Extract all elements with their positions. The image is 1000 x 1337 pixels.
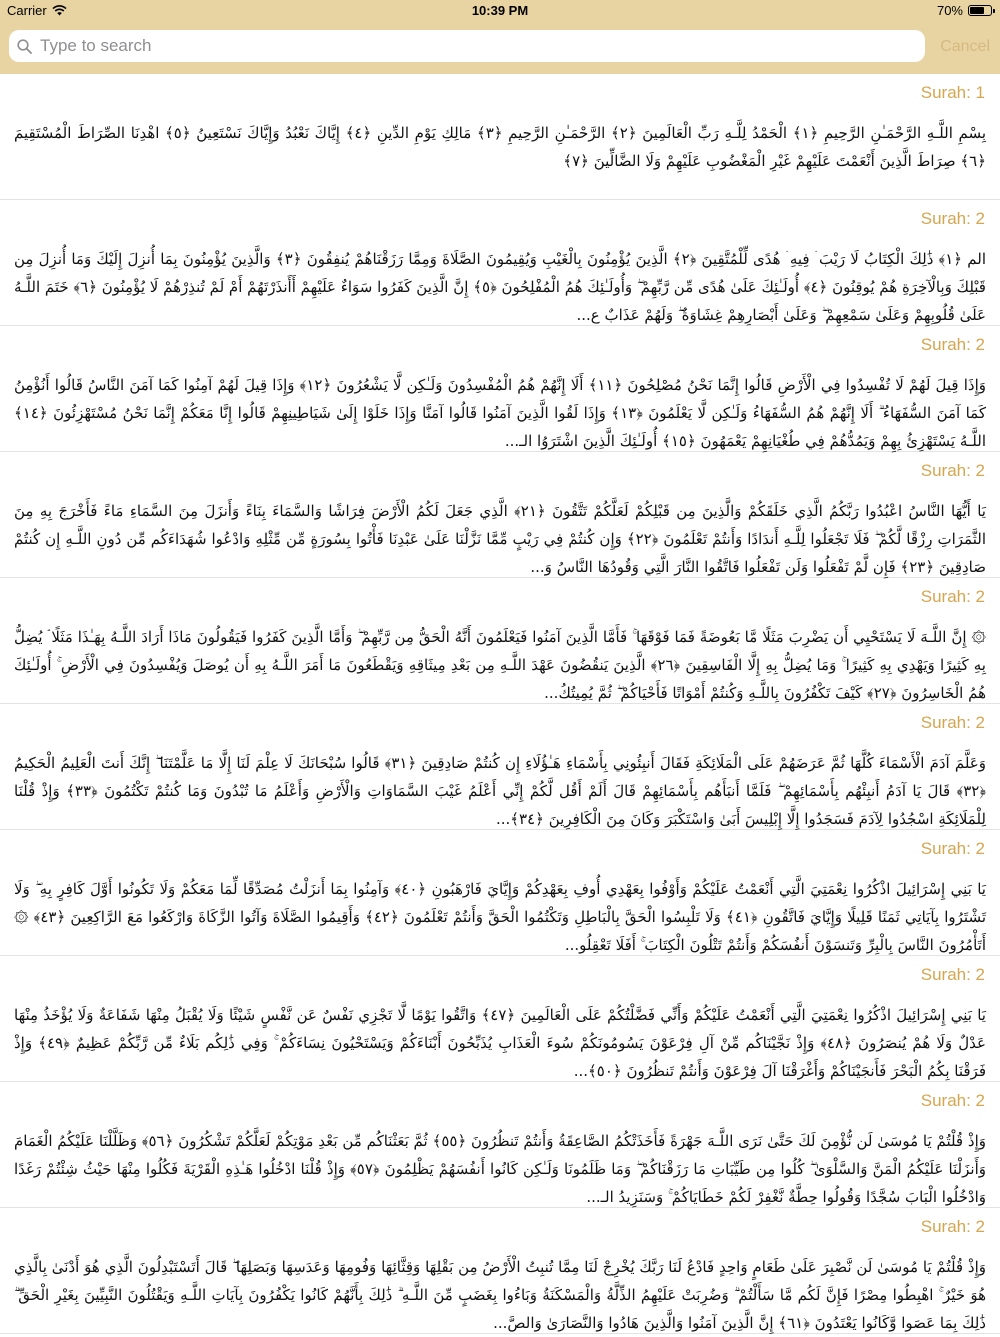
verse-text: ۞ إِنَّ اللَّـهَ لَا يَسْتَحْيِي أَن يَضْرِبَ مَثَلًا مَّا بَعُوضَةً فَمَا فَوْقَهَا ۚ فَأَمَّا الَّذِينَ آمَنُوا فَيَعْلَمُونَ أَنَّهُ الْحَقُّ مِن رَّبِّهِمْ ۖ وَأَمَّا الَّذِينَ كَفَرُوا فَيَقُولُونَ مَاذَا أَرَادَ اللَّـهُ بِهَـٰذَا مَثَلًا ۘ يُضِلُّ بِهِ كَثِيرًا وَيَهْدِي بِهِ كَثِيرًا ۚ وَمَا يُضِلُّ بِهِ إِلَّا الْفَاسِقِينَ ﴿٢٦﴾ الَّذِينَ يَنقُضُونَ عَهْدَ اللَّـهِ مِن بَعْدِ مِيثَاقِهِ وَيَقْطَعُونَ مَا أَمَرَ اللَّـهُ بِهِ أَن يُوصَلَ وَيُفْسِدُونَ فِي الْأَرْضِ ۚ أُولَـٰئِكَ هُمُ الْخَاسِرُونَ ﴿٢٧﴾ كَيْفَ تَكْفُرُونَ بِاللَّـهِ وَكُنتُمْ أَمْوَاتًا فَأَحْيَاكُمْ ۖ ثُمَّ يُمِيتُكُ... [14, 628, 986, 702]
verse-text: بِسْمِ اللَّـهِ الرَّحْمَـٰنِ الرَّحِيمِ ﴿١﴾ الْحَمْدُ لِلَّـهِ رَبِّ الْعَالَمِينَ ﴿٢﴾ الرَّحْمَـٰنِ الرَّحِيمِ ﴿٣﴾ مَالِكِ يَوْمِ الدِّينِ ﴿٤﴾ إِيَّاكَ نَعْبُدُ وَإِيَّاكَ نَسْتَعِينُ ﴿٥﴾ اهْدِنَا الصِّرَاطَ الْمُسْتَقِيمَ ﴿٦﴾ صِرَاطَ الَّذِينَ أَنْعَمْتَ عَلَيْهِمْ غَيْرِ الْمَغْضُوبِ عَلَيْهِمْ وَلَا الضَّالِّينَ ﴿٧﴾ [14, 124, 987, 170]
verse-text: يَا بَنِي إِسْرَائِيلَ اذْكُرُوا نِعْمَتِيَ الَّتِي أَنْعَمْتُ عَلَيْكُمْ وَأَوْفُوا بِعَهْدِي أُوفِ بِعَهْدِكُمْ وَإِيَّايَ فَارْهَبُونِ ﴿٤٠﴾ وَآمِنُوا بِمَا أَنزَلْتُ مُصَدِّقًا لِّمَا مَعَكُمْ وَلَا تَكُونُوا أَوَّلَ كَافِرٍ بِهِ ۖ وَلَا تَشْتَرُوا بِآيَاتِي ثَمَنًا قَلِيلًا وَإِيَّايَ فَاتَّقُونِ ﴿٤١﴾ وَلَا تَلْبِسُوا الْحَقَّ بِالْبَاطِلِ وَتَكْتُمُوا الْحَقَّ وَأَنتُمْ تَعْلَمُونَ ﴿٤٢﴾ وَأَقِيمُوا الصَّلَاةَ وَآتُوا الزَّكَاةَ وَارْكَعُوا مَعَ الرَّاكِعِينَ ﴿٤٣﴾ ۞ أَتَأْمُرُونَ النَّاسَ بِالْبِرِّ وَتَنسَوْنَ أَنفُسَكُمْ وَأَنتُمْ تَتْلُونَ الْكِتَابَ ۚ أَفَلَا تَعْقِلُو... [14, 880, 986, 954]
verse-text: وَإِذْ قُلْتُمْ يَا مُوسَىٰ لَن نَّصْبِرَ عَلَىٰ طَعَامٍ وَاحِدٍ فَادْعُ لَنَا رَبَّكَ يُخْرِجْ لَنَا مِمَّا تُنبِتُ الْأَرْضُ مِن بَقْلِهَا وَقِثَّائِهَا وَفُومِهَا وَعَدَسِهَا وَبَصَلِهَا ۖ قَالَ أَتَسْتَبْدِلُونَ الَّذِي هُوَ أَدْنَىٰ بِالَّذِي هُوَ خَيْرٌ ۚ اهْبِطُوا مِصْرًا فَإِنَّ لَكُم مَّا سَأَلْتُمْ ۗ وَضُرِبَتْ عَلَيْهِمُ الذِّلَّةُ وَالْمَسْكَنَةُ وَبَاءُوا بِغَضَبٍ مِّنَ اللَّـهِ ۗ ذَٰلِكَ بِأَنَّهُمْ كَانُوا يَكْفُرُونَ بِآيَاتِ اللَّـهِ وَيَقْتُلُونَ النَّبِيِّينَ بِغَيْرِ الْحَقِّ ۗ ذَٰلِكَ بِمَا عَصَوا وَّكَانُوا يَعْتَدُونَ ﴿٦١﴾ إِنَّ الَّذِينَ آمَنُوا وَالَّذِينَ هَادُوا وَالنَّصَارَىٰ وَالصَّ... [14, 1258, 986, 1332]
status-right [937, 3, 992, 18]
verse-text: وَعَلَّمَ آدَمَ الْأَسْمَاءَ كُلَّهَا ثُمَّ عَرَضَهُمْ عَلَى الْمَلَائِكَةِ فَقَالَ أَنبِئُونِي بِأَسْمَاءِ هَـٰؤُلَاءِ إِن كُنتُمْ صَادِقِينَ ﴿٣١﴾ قَالُوا سُبْحَانَكَ لَا عِلْمَ لَنَا إِلَّا مَا عَلَّمْتَنَا ۖ إِنَّكَ أَنتَ الْعَلِيمُ الْحَكِيمُ ﴿٣٢﴾ قَالَ يَا آدَمُ أَنبِئْهُم بِأَسْمَائِهِمْ ۖ فَلَمَّا أَنبَأَهُم بِأَسْمَائِهِمْ قَالَ أَلَمْ أَقُل لَّكُمْ إِنِّي أَعْلَمُ غَيْبَ السَّمَاوَاتِ وَالْأَرْضِ وَأَعْلَمُ مَا تُبْدُونَ وَمَا كُنتُمْ تَكْتُمُونَ ﴿٣٣﴾ وَإِذْ قُلْنَا لِلْمَلَائِكَةِ اسْجُدُوا لِآدَمَ فَسَجَدُوا إِلَّا إِبْلِيسَ أَبَىٰ وَاسْتَكْبَرَ وَكَانَ مِنَ الْكَافِرِينَ ﴿٣٤﴾... [14, 754, 986, 828]
search-field[interactable] [9, 30, 925, 62]
status-bar [0, 0, 1000, 22]
battery-fill [970, 7, 984, 14]
result-row[interactable] [0, 830, 1000, 956]
result-row[interactable] [0, 200, 1000, 326]
cancel-button[interactable]: Cancel [940, 38, 990, 55]
surah-label: Surah: 2 [920, 335, 985, 354]
status-time: 10:39 PM [471, 3, 529, 18]
surah-label: Surah: 1 [920, 83, 985, 102]
verse-text: وَإِذْ قُلْتُمْ يَا مُوسَىٰ لَن نُّؤْمِنَ لَكَ حَتَّىٰ نَرَى اللَّـهَ جَهْرَةً فَأَخَذَتْكُمُ الصَّاعِقَةُ وَأَنتُمْ تَنظُرُونَ ﴿٥٥﴾ ثُمَّ بَعَثْنَاكُم مِّن بَعْدِ مَوْتِكُمْ لَعَلَّكُمْ تَشْكُرُونَ ﴿٥٦﴾ وَظَلَّلْنَا عَلَيْكُمُ الْغَمَامَ وَأَنزَلْنَا عَلَيْكُمُ الْمَنَّ وَالسَّلْوَىٰ ۖ كُلُوا مِن طَيِّبَاتِ مَا رَزَقْنَاكُمْ ۖ وَمَا ظَلَمُونَا وَلَـٰكِن كَانُوا أَنفُسَهُمْ يَظْلِمُونَ ﴿٥٧﴾ وَإِذْ قُلْنَا ادْخُلُوا هَـٰذِهِ الْقَرْيَةَ فَكُلُوا مِنْهَا حَيْثُ شِئْتُمْ رَغَدًا وَادْخُلُوا الْبَابَ سُجَّدًا وَقُولُوا حِطَّةٌ نَّغْفِرْ لَكُمْ خَطَايَاكُمْ ۚ وَسَنَزِيدُ الـ... [14, 1132, 986, 1206]
result-row[interactable] [0, 578, 1000, 704]
result-row[interactable] [0, 1082, 1000, 1208]
surah-label: Surah: 2 [920, 587, 985, 606]
result-row[interactable] [0, 452, 1000, 578]
result-row[interactable] [0, 326, 1000, 452]
verse-text: وَإِذَا قِيلَ لَهُمْ لَا تُفْسِدُوا فِي الْأَرْضِ قَالُوا إِنَّمَا نَحْنُ مُصْلِحُونَ ﴿١١﴾ أَلَا إِنَّهُمْ هُمُ الْمُفْسِدُونَ وَلَـٰكِن لَّا يَشْعُرُونَ ﴿١٢﴾ وَإِذَا قِيلَ لَهُمْ آمِنُوا كَمَا آمَنَ النَّاسُ قَالُوا أَنُؤْمِنُ كَمَا آمَنَ السُّفَهَاءُ ۗ أَلَا إِنَّهُمْ هُمُ السُّفَهَاءُ وَلَـٰكِن لَّا يَعْلَمُونَ ﴿١٣﴾ وَإِذَا لَقُوا الَّذِينَ آمَنُوا قَالُوا آمَنَّا وَإِذَا خَلَوْا إِلَىٰ شَيَاطِينِهِمْ قَالُوا إِنَّا مَعَكُمْ إِنَّمَا نَحْنُ مُسْتَهْزِئُونَ ﴿١٤﴾ اللَّـهُ يَسْتَهْزِئُ بِهِمْ وَيَمُدُّهُمْ فِي طُغْيَانِهِمْ يَعْمَهُونَ ﴿١٥﴾ أُولَـٰئِكَ الَّذِينَ اشْتَرَوُا الـ... [14, 376, 986, 450]
surah-label: Surah: 2 [920, 965, 985, 984]
verse-text: يَا بَنِي إِسْرَائِيلَ اذْكُرُوا نِعْمَتِيَ الَّتِي أَنْعَمْتُ عَلَيْكُمْ وَأَنِّي فَضَّلْتُكُمْ عَلَى الْعَالَمِينَ ﴿٤٧﴾ وَاتَّقُوا يَوْمًا لَّا تَجْزِي نَفْسٌ عَن نَّفْسٍ شَيْئًا وَلَا يُقْبَلُ مِنْهَا شَفَاعَةٌ وَلَا يُؤْخَذُ مِنْهَا عَدْلٌ وَلَا هُمْ يُنصَرُونَ ﴿٤٨﴾ وَإِذْ نَجَّيْنَاكُم مِّنْ آلِ فِرْعَوْنَ يَسُومُونَكُمْ سُوءَ الْعَذَابِ يُذَبِّحُونَ أَبْنَاءَكُمْ وَيَسْتَحْيُونَ نِسَاءَكُمْ ۚ وَفِي ذَٰلِكُم بَلَاءٌ مِّن رَّبِّكُمْ عَظِيمٌ ﴿٤٩﴾ وَإِذْ فَرَقْنَا بِكُمُ الْبَحْرَ فَأَنجَيْنَاكُمْ وَأَغْرَقْنَا آلَ فِرْعَوْنَ وَأَنتُمْ تَنظُرُونَ ﴿٥٠﴾... [14, 1006, 986, 1080]
battery-percent: 70% [936, 3, 963, 18]
verse-text: الم ﴿١﴾ ذَٰلِكَ الْكِتَابُ لَا رَيْبَ ۛ فِيهِ ۛ هُدًى لِّلْمُتَّقِينَ ﴿٢﴾ الَّذِينَ يُؤْمِنُونَ بِالْغَيْبِ وَيُقِيمُونَ الصَّلَاةَ وَمِمَّا رَزَقْنَاهُمْ يُنفِقُونَ ﴿٣﴾ وَالَّذِينَ يُؤْمِنُونَ بِمَا أُنزِلَ إِلَيْكَ وَمَا أُنزِلَ مِن قَبْلِكَ وَبِالْآخِرَةِ هُمْ يُوقِنُونَ ﴿٤﴾ أُولَـٰئِكَ عَلَىٰ هُدًى مِّن رَّبِّهِمْ ۖ وَأُولَـٰئِكَ هُمُ الْمُفْلِحُونَ ﴿٥﴾ إِنَّ الَّذِينَ كَفَرُوا سَوَاءٌ عَلَيْهِمْ أَأَنذَرْتَهُمْ أَمْ لَمْ تُنذِرْهُمْ لَا يُؤْمِنُونَ ﴿٦﴾ خَتَمَ اللَّـهُ عَلَىٰ قُلُوبِهِمْ وَعَلَىٰ سَمْعِهِمْ ۖ وَعَلَىٰ أَبْصَارِهِمْ غِشَاوَةٌ ۖ وَلَهُمْ عَذَابٌ ع... [14, 250, 986, 324]
result-row[interactable] [0, 74, 1000, 200]
surah-label: Surah: 2 [920, 1091, 985, 1110]
result-row[interactable] [0, 1208, 1000, 1334]
battery-icon [968, 5, 992, 16]
surah-label: Surah: 2 [920, 839, 985, 858]
verse-text: يَا أَيُّهَا النَّاسُ اعْبُدُوا رَبَّكُمُ الَّذِي خَلَقَكُمْ وَالَّذِينَ مِن قَبْلِكُمْ لَعَلَّكُمْ تَتَّقُونَ ﴿٢١﴾ الَّذِي جَعَلَ لَكُمُ الْأَرْضَ فِرَاشًا وَالسَّمَاءَ بِنَاءً وَأَنزَلَ مِنَ السَّمَاءِ مَاءً فَأَخْرَجَ بِهِ مِنَ الثَّمَرَاتِ رِزْقًا لَّكُمْ ۖ فَلَا تَجْعَلُوا لِلَّـهِ أَندَادًا وَأَنتُمْ تَعْلَمُونَ ﴿٢٢﴾ وَإِن كُنتُمْ فِي رَيْبٍ مِّمَّا نَزَّلْنَا عَلَىٰ عَبْدِنَا فَأْتُوا بِسُورَةٍ مِّن مِّثْلِهِ وَادْعُوا شُهَدَاءَكُم مِّن دُونِ اللَّـهِ إِن كُنتُمْ صَادِقِينَ ﴿٢٣﴾ فَإِن لَّمْ تَفْعَلُوا وَلَن تَفْعَلُوا فَاتَّقُوا النَّارَ الَّتِي وَقُودُهَا النَّاسُ وَ... [14, 502, 986, 576]
result-row[interactable] [0, 704, 1000, 830]
surah-label: Surah: 2 [920, 713, 985, 732]
results-list [0, 74, 1000, 1334]
result-row[interactable] [0, 956, 1000, 1082]
surah-label: Surah: 2 [920, 461, 985, 480]
surah-label: Surah: 2 [920, 1217, 985, 1236]
search-input[interactable] [38, 35, 902, 57]
search-icon [17, 39, 32, 54]
surah-label: Surah: 2 [920, 209, 985, 228]
search-bar [0, 22, 1000, 74]
carrier-label: Carrier [7, 3, 47, 18]
